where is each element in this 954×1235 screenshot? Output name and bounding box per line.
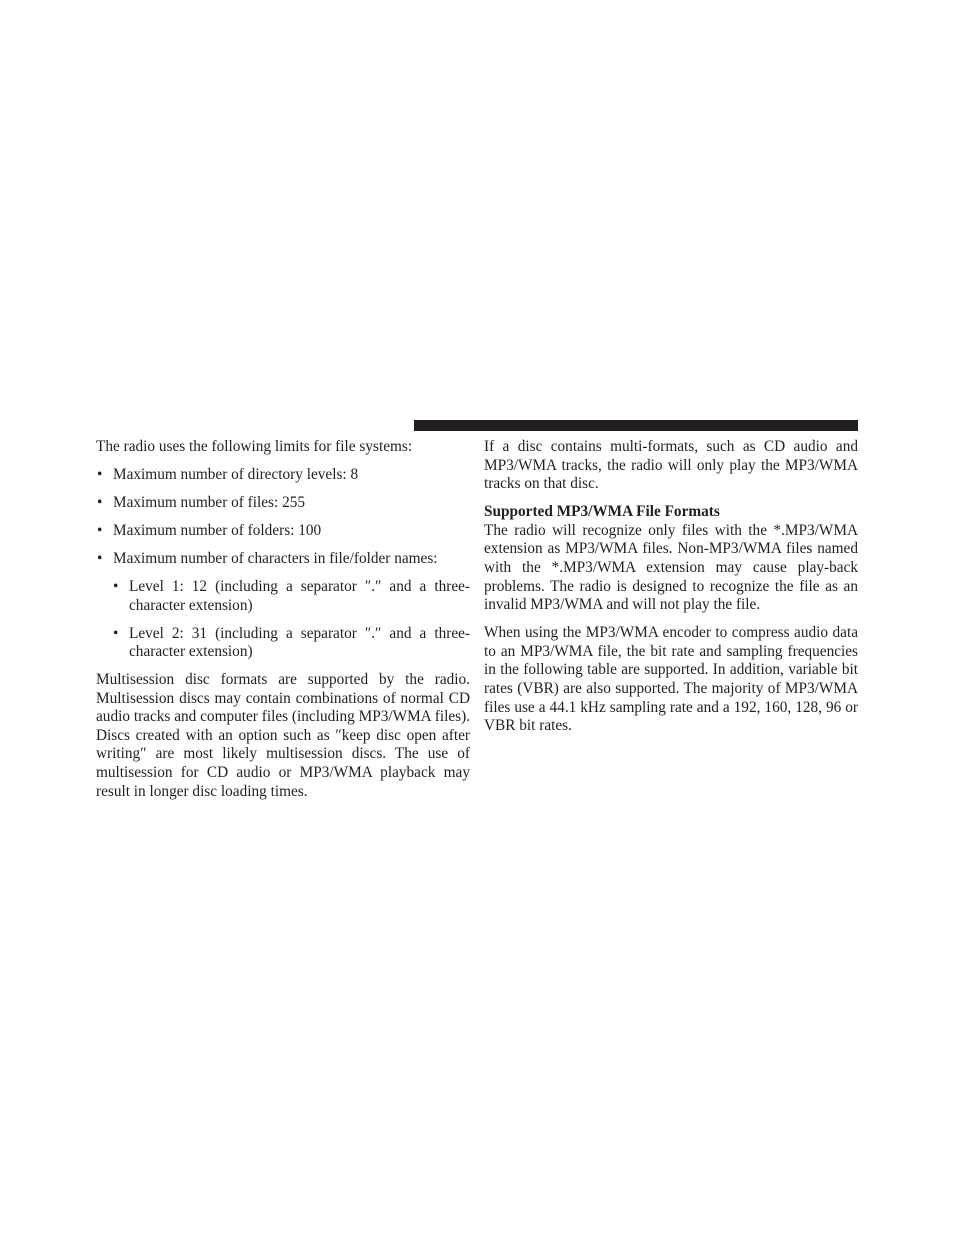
multiformat-paragraph: If a disc contains multi-formats, such as CD audio and MP3/WMA tracks, the radio will only play the MP3/WMA tracks on that disc.	[484, 438, 858, 493]
list-item: • Maximum number of folders: 100	[96, 522, 470, 541]
right-column	[484, 438, 858, 745]
list-item-text: Maximum number of characters in file/folder names:	[113, 549, 438, 567]
file-system-intro: The radio uses the following limits for file systems:	[96, 438, 413, 455]
file-system-limits-list	[96, 466, 470, 569]
character-levels-list	[112, 578, 470, 662]
list-item: • Maximum number of files: 255	[96, 494, 470, 513]
list-item: • Level 2: 31 (including a separator ″.″ and a three-character extension)	[112, 625, 470, 662]
list-item: • Maximum number of directory levels: 8	[96, 466, 470, 485]
list-item	[96, 550, 470, 569]
recognize-paragraph: The radio will recognize only files with the *.MP3/WMA extension as MP3/WMA files. Non-MP3/WMA files named with the *.MP3/WMA extension may cause play-back problems. The radio is designed to recognize the file as an invalid MP3/WMA and will not play the file.	[484, 521, 858, 614]
encoder-paragraph: When using the MP3/WMA encoder to compress audio data to an MP3/WMA file, the bit rate and sampling frequencies in the following table are supported. In addition, variable bit rates (VBR) are also supported. The majority of MP3/WMA files use a 44.1 kHz sampling rate and a 192, 160, 128, 96 or VBR bit rates.	[484, 624, 858, 735]
list-item: • Level 1: 12 (including a separator ″.″ and a three-character extension)	[112, 578, 470, 615]
multisession-paragraph: Multisession disc formats are supported by the radio. Multisession discs may contain combinations of normal CD audio tracks and computer files (including MP3/WMA files). Discs created with an option such as ″keep disc open after writing″ are most likely multisession discs. The use of multisession for CD audio or MP3/WMA playback may result in longer disc loading times.	[96, 671, 470, 800]
section-heading: Supported MP3/WMA File Formats	[484, 503, 720, 521]
left-column	[96, 438, 470, 811]
section-header-bar	[414, 420, 858, 431]
